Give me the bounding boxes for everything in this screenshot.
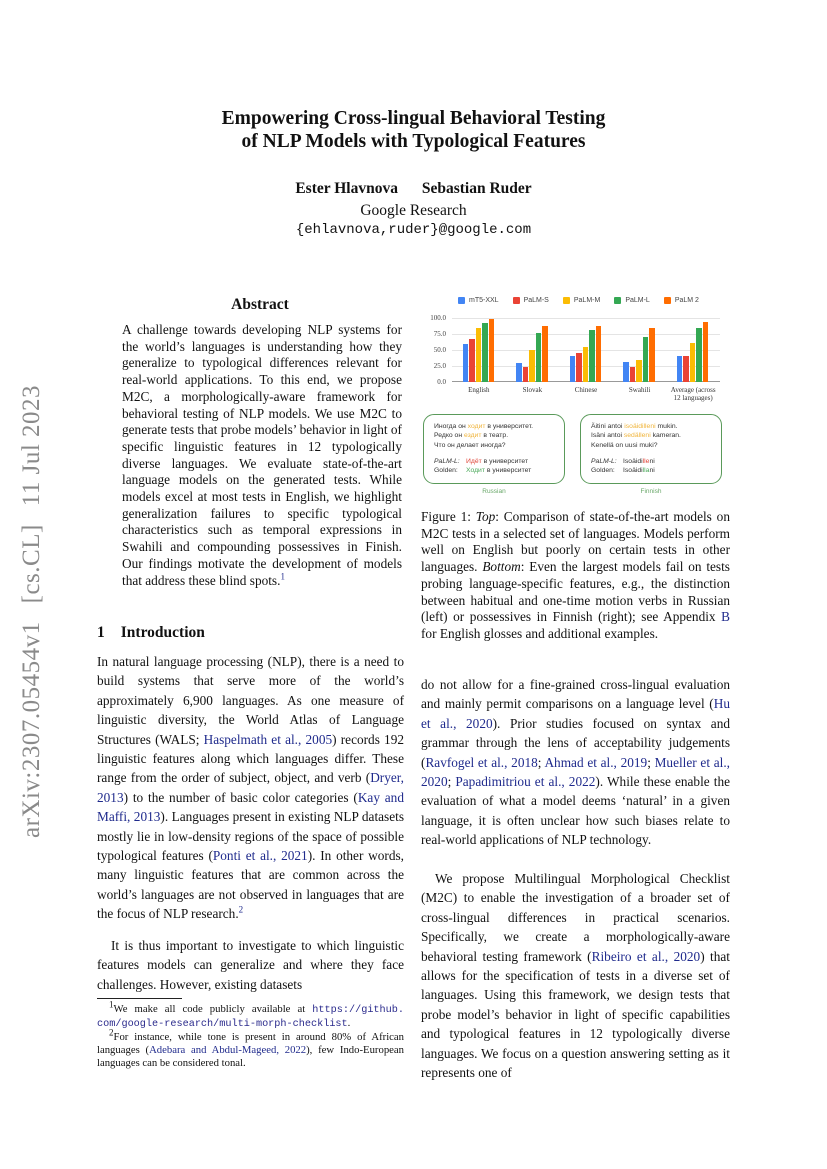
legend-label: PaLM-L [625, 297, 650, 304]
paper-title [0, 107, 827, 153]
bar [649, 328, 655, 382]
author-2: Sebastian Ruder [421, 180, 532, 197]
finnish-label: Finnish [640, 488, 662, 495]
citation-link[interactable]: Ribeiro et al., 2020 [591, 948, 701, 964]
y-tick-label: 0.0 [437, 378, 446, 386]
citation-link[interactable]: Mueller et al., 2020 [421, 754, 730, 790]
author-1: Ester Hlavnova [295, 180, 398, 197]
legend-swatch-icon [614, 297, 621, 304]
chart-legend [458, 297, 699, 304]
bar-group [623, 318, 655, 382]
citation-link[interactable]: Kay and Maffi, 2013 [97, 789, 404, 825]
intro-right-paragraph-1: do not allow for a fine-grained cross-lingual evaluation and mainly permit comparisons on a language level (Hu et al., 2020). Prior studies focused on syntax and grammar through the lens of acceptability judgements (Ravfogel et al., 2018; Ahmad et al., 2019; Mueller et al., 2020; Papadimitriou et al., 2022). While these enable the evaluation of what a model deems ‘natural’ in a given language, it is often unclear how such biases relate to real-world applications of NLP technology. [421, 677, 730, 848]
bar [683, 356, 689, 382]
legend-swatch-icon [513, 297, 520, 304]
bar [589, 330, 595, 382]
chart-plot-area [430, 314, 720, 386]
bar [696, 328, 702, 382]
intro-paragraph-1: In natural language processing (NLP), there is a need to build systems that serve more of the world’s approximately 6,900 languages. As one measure of linguistic diversity, the World Atlas of Language Structures (WALS; Haspelmath et al., 2005) records 192 linguistic features along which languages differ. These range from the order of subject, object, and verb (Dryer, 2013) to the number of basic color categories (Kay and Maffi, 2013). Languages present in existing NLP datasets mostly lie in low-density regions of the space of possible typological features (Ponti et al., 2021). In other words, many linguistic features that are common across the world’s languages are not observed in languages that are the focus of NLP research.$^2$ [97, 654, 405, 922]
citation-link[interactable]: Adebara and Abdul-Mageed, 2022 [149, 1044, 307, 1056]
bar [703, 322, 709, 382]
legend-label: mT5-XXL [469, 297, 499, 304]
russian-example-box [423, 414, 565, 484]
title-line-2: of NLP Models with Typological Features [241, 131, 586, 152]
russian-label: Russian [482, 488, 506, 495]
citation-link[interactable]: Papadimitriou et al., 2022 [455, 774, 596, 790]
footnote-2: $^2$For instance, while tone is present in around 80% of African languages (Adebara and Abdul-Mageed, 2022), few Indo-European languages can be considered tonal. [97, 1027, 404, 1069]
bar [643, 337, 649, 382]
bar [542, 326, 548, 382]
bar-group [463, 318, 495, 382]
y-tick-label: 25.0 [433, 362, 446, 370]
chart-x-axis-labels [452, 386, 720, 408]
citation-link[interactable]: Ravfogel et al., 2018 [425, 754, 538, 770]
abstract-heading: Abstract [231, 296, 289, 313]
finnish-example-box [580, 414, 722, 484]
bar [690, 343, 696, 382]
legend-label: PaLM-M [573, 297, 601, 304]
legend-item [563, 297, 600, 304]
arxiv-date: 11 Jul 2023 [18, 384, 45, 507]
bar [516, 363, 522, 382]
arxiv-category: [cs.CL] [18, 524, 45, 604]
section-heading-introduction: 1 Introduction [97, 624, 205, 641]
ru-question: Что он делает иногда? [434, 441, 506, 449]
legend-swatch-icon [458, 297, 465, 304]
intro-paragraph-2: It is thus important to investigate to which linguistic features models can generalize and where they face challenges. However, existing datasets [97, 938, 404, 992]
footnote-ref-1[interactable]: 1 [280, 571, 285, 582]
x-tick-label: Chinese [574, 386, 598, 394]
legend-swatch-icon [563, 297, 570, 304]
github-link[interactable]: https://github. com/google-research/multi-morph-checklist [97, 1005, 404, 1030]
bar [536, 333, 542, 382]
authors [0, 180, 827, 198]
appendix-link[interactable]: B [721, 609, 730, 625]
arxiv-stamp [18, 367, 46, 838]
bar-group [570, 318, 602, 382]
arxiv-id: arXiv:2307.05454v1 [18, 621, 45, 838]
bar [596, 326, 602, 382]
email: {ehlavnova,ruder}@google.com [295, 222, 532, 238]
bar [636, 360, 642, 382]
ru-palm-answer: PaLM-L: Идёт в университет [434, 457, 529, 465]
fi-golden-answer: Golden: Isoäidillani [591, 467, 655, 475]
figure-1-caption: Figure 1: Top: Comparison of state-of-the-art models on M2C tests in a selected set of languages. Models perform well on English but poorly on certain tests in other languages. Bottom: Even the largest models fail on tests probing language-specific features, e.g., the distinction between habitual and one-time motion verbs in Russian (left) or possessives in Finnish (right); see Appendix B for English glosses and additional examples. [421, 509, 730, 641]
legend-swatch-icon [664, 297, 671, 304]
footnote-1: $^1$We make all code publicly available at https://github. com/google-research/multi-morph-checklist. [97, 999, 404, 1030]
bar [489, 319, 495, 382]
bar [630, 367, 636, 382]
bar [677, 356, 683, 382]
x-tick-label: Average (across 12 languages) [670, 386, 716, 402]
abstract-body [122, 322, 402, 589]
citation-link[interactable]: Haspelmath et al., 2005 [203, 731, 333, 747]
x-tick-label: English [468, 386, 490, 394]
bar [576, 353, 582, 382]
x-tick-label: Slovak [522, 386, 543, 394]
x-tick-label: Swahili [628, 386, 651, 394]
bar [583, 347, 589, 382]
citation-link[interactable]: Ponti et al., 2021 [212, 848, 308, 864]
ru-golden-answer: Golden: Ходит в университет [434, 467, 532, 475]
legend-item [614, 297, 650, 304]
bar [476, 328, 482, 382]
legend-label: PaLM 2 [674, 297, 699, 304]
bar [529, 350, 535, 382]
bar [469, 339, 475, 382]
bar [523, 367, 529, 382]
footnotes [97, 999, 404, 1070]
bar-group [677, 318, 709, 382]
citation-link[interactable]: Dryer, 2013 [97, 770, 404, 805]
y-tick-label: 75.0 [433, 330, 446, 338]
ru-line-2: Редко он ездит в театр. [434, 432, 509, 440]
fi-line-2: Isäni antoi sedälleni kameran. [591, 432, 681, 440]
legend-item [513, 297, 549, 304]
legend-item [458, 297, 499, 304]
ru-line-1: Иногда он ходит в университет. [434, 423, 533, 430]
citation-link[interactable]: Hu et al., 2020 [421, 696, 730, 731]
y-tick-label: 50.0 [433, 346, 446, 354]
legend-item [664, 297, 699, 304]
bar [482, 323, 488, 382]
footnote-ref-2[interactable]: 2 [238, 904, 244, 915]
abstract-text: A challenge towards developing NLP systems for the world’s languages is understanding how they generalize to typological differences relevant for real-world applications. To this end, we propose M2C, a morphologically-aware framework for behavioral testing of NLP models. We use M2C to generate tests that probe models’ behavior in light of specific linguistic features in 12 typologically diverse languages. We evaluate state-of-the-art language models on the generated tests. While models excel at most tests in English, we highlight generalization failures to specific typological characteristics such as temporal expressions in Swahili and compounding possessives in Finish. Our findings motivate the development of models that address these blind spots. [122, 322, 402, 588]
fi-question: Kenellä on uusi muki? [591, 441, 658, 449]
fi-line-1: Äitini antoi isoäidilleni mukin. [591, 423, 678, 430]
bar [623, 362, 629, 382]
intro-right-paragraph-2: We propose Multilingual Morphological Checklist (M2C) to enable the investigation of a broader set of cross-lingual differences in practical scenarios. Specifically, we create a morphologically-aware behavioral testing framework (Ribeiro et al., 2020) that allows for the specification of tests in a diverse set of languages. Using this framework, we design tests that probe model’s behavior in light of specific capabilities and typological features in 12 typologically diverse languages. We focus on a question answering setting as it represents one of [421, 871, 730, 1081]
figure-1-bar-chart [420, 292, 730, 408]
legend-label: PaLM-S [523, 297, 549, 304]
bar [570, 356, 576, 382]
bar-group [516, 318, 548, 382]
bar [463, 344, 469, 382]
fi-palm-answer: PaLM-L: Isoäidilleni [591, 457, 655, 465]
y-tick-label: 100.0 [430, 314, 446, 322]
affiliation: Google Research [360, 202, 467, 219]
title-line-1: Empowering Cross-lingual Behavioral Testing [221, 108, 606, 129]
citation-link[interactable]: Ahmad et al., 2019 [544, 754, 648, 770]
